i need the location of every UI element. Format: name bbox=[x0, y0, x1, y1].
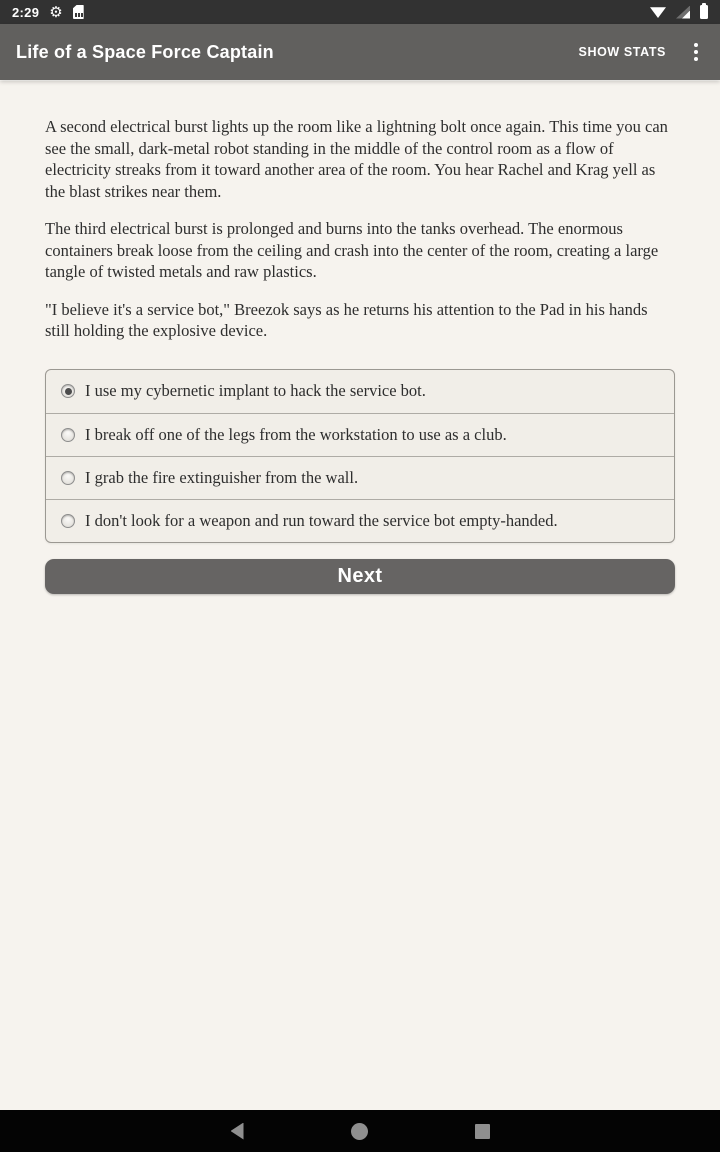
choice-list bbox=[45, 369, 675, 543]
story-paragraph: "I believe it's a service bot," Breezok says as he returns his attention to the Pad in his hands still holding the explosive device. bbox=[45, 299, 648, 340]
overflow-menu-icon[interactable] bbox=[686, 37, 706, 67]
story-paragraph: The third electrical burst is prolonged and burns into the tanks overhead. The enormous containers break loose from the ceiling and crash into the center of the room, creating a large tangle of twisted metals and raw plastics. bbox=[45, 219, 659, 281]
recents-icon[interactable] bbox=[471, 1120, 494, 1143]
choice-option-1[interactable] bbox=[46, 370, 674, 413]
choice-option-4[interactable] bbox=[46, 499, 674, 542]
choice-radio-3[interactable] bbox=[61, 514, 75, 528]
android-nav-bar bbox=[0, 1110, 720, 1152]
wifi-icon bbox=[650, 6, 666, 18]
next-button[interactable]: Next bbox=[45, 559, 675, 594]
choice-label: I break off one of the legs from the workstation to use as a club. bbox=[85, 424, 507, 444]
choice-radio-0[interactable] bbox=[61, 384, 75, 398]
app-bar bbox=[0, 24, 720, 80]
choice-radio-2[interactable] bbox=[61, 471, 75, 485]
home-icon[interactable] bbox=[347, 1119, 372, 1144]
battery-icon bbox=[700, 5, 708, 19]
choice-option-2[interactable] bbox=[46, 413, 674, 456]
story-paragraph: A second electrical burst lights up the room like a lightning bolt once again. This time you can see the small, dark-metal robot standing in the middle of the control room as a flow of electricity streaks from it toward another area of the room. You hear Rachel and Krag yell as the blast strikes near them. bbox=[45, 117, 668, 201]
choice-label: I grab the fire extinguisher from the wall. bbox=[85, 467, 359, 487]
cell-signal-icon bbox=[676, 6, 690, 19]
status-bar bbox=[0, 0, 720, 24]
settings-gear-icon: ⚙ bbox=[49, 3, 63, 21]
choice-label: I don't look for a weapon and run toward the service bot empty-handed. bbox=[85, 510, 558, 530]
choice-option-3[interactable] bbox=[46, 456, 674, 499]
choice-label: I use my cybernetic implant to hack the service bot. bbox=[85, 381, 426, 400]
choice-radio-1[interactable] bbox=[61, 428, 75, 442]
app-title: Life of a Space Force Captain bbox=[16, 41, 274, 62]
story-text bbox=[45, 116, 675, 342]
status-time: 2:29 bbox=[12, 4, 40, 20]
story-page bbox=[0, 80, 720, 1110]
sim-card-icon bbox=[73, 5, 84, 19]
show-stats-button[interactable]: SHOW STATS bbox=[577, 37, 668, 67]
back-icon[interactable] bbox=[227, 1119, 248, 1144]
